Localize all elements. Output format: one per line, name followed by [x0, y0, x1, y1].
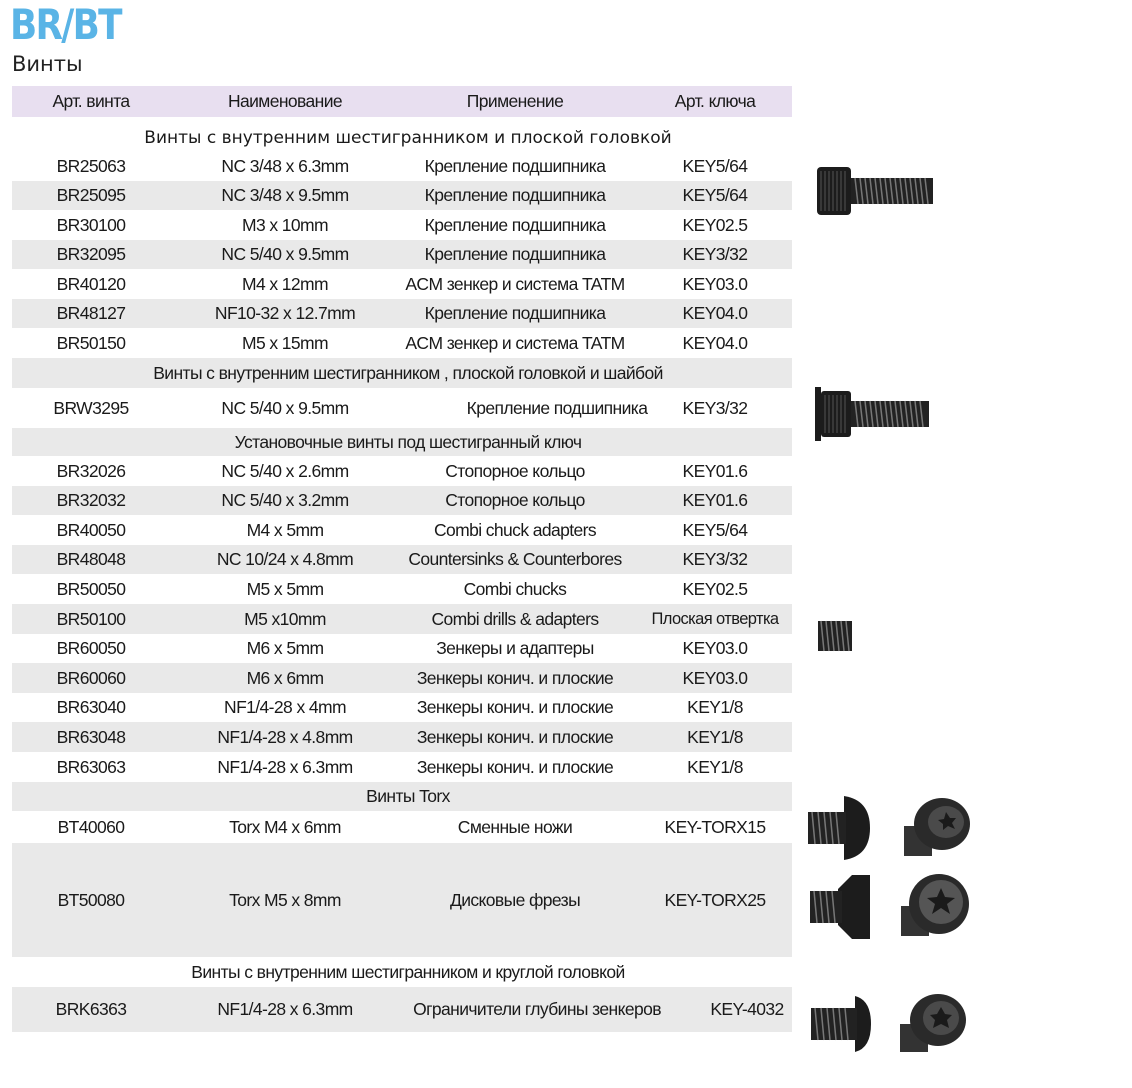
screw-article: BT50080 [57, 889, 125, 910]
torx-countersunk-screw-side-image [808, 873, 872, 941]
screw-name: NC 10/24 x 4.8mm [216, 549, 354, 569]
screw-application: Крепление подшипника [424, 214, 606, 235]
screw-article: BT40060 [57, 816, 125, 837]
screw-name: M4 x 12mm [241, 273, 328, 294]
key-article: KEY3/32 [682, 397, 748, 418]
screw-name: NF1/4-28 x 4mm [224, 697, 346, 717]
table-row [12, 604, 792, 634]
key-article: KEY01.6 [682, 460, 748, 481]
screw-name: NF1/4-28 x 4.8mm [217, 726, 353, 747]
section-title: Винты с внутренним шестигранником , плоской головкой и шайбой [153, 362, 663, 383]
screw-name: M4 x 5mm [246, 519, 324, 540]
cap-screw-image [815, 165, 935, 217]
section-header [12, 957, 792, 987]
screw-article: BR32032 [56, 490, 126, 510]
screw-article: BR63063 [56, 756, 126, 777]
screw-application: Крепление подшипника [424, 185, 606, 205]
screw-name: M5 x10mm [244, 608, 326, 629]
header-name: Наименование [227, 91, 343, 111]
screw-article: BR60050 [56, 638, 126, 658]
section-title: Установочные винты под шестигранный ключ [234, 431, 582, 452]
table-row [12, 456, 792, 486]
key-article: Плоская отвертка [651, 609, 779, 628]
screw-name: NF10-32 x 12.7mm [214, 303, 356, 323]
key-article: KEY03.0 [682, 638, 748, 658]
washer-screw-image [813, 385, 933, 443]
key-article: KEY5/64 [682, 519, 748, 540]
screw-name: NC 5/40 x 9.5mm [221, 397, 349, 418]
screw-article: BRW3295 [53, 397, 129, 418]
screw-name: NC 5/40 x 3.2mm [221, 490, 349, 510]
key-article: KEY1/8 [687, 756, 743, 777]
table-row [12, 843, 792, 957]
key-article: KEY04.0 [682, 303, 748, 323]
section-header [12, 358, 792, 388]
table-row [12, 987, 792, 1032]
screw-application: Стопорное кольцо [445, 460, 585, 481]
screw-application: Combi chucks [463, 578, 567, 599]
section-header [12, 782, 792, 811]
screw-name: NF1/4-28 x 6.3mm [217, 999, 353, 1019]
screw-article: BR30100 [56, 214, 126, 235]
round-head-screw-image [894, 990, 968, 1058]
key-article: KEY02.5 [682, 578, 748, 599]
header-application: Применение [466, 91, 564, 111]
table-row [12, 328, 792, 358]
section-title: Винты с внутренним шестигранником и круглой головкой [191, 961, 625, 982]
screw-article: BR50150 [56, 332, 126, 353]
key-article: KEY-TORX15 [664, 816, 766, 837]
screw-article: BR50100 [56, 608, 126, 629]
torx-countersunk-screw-image [895, 870, 971, 942]
key-article: KEY01.6 [682, 490, 748, 510]
screw-application: Крепление подшипника [466, 397, 648, 418]
screw-name: NC 5/40 x 2.6mm [221, 460, 349, 481]
screw-name: M5 x 5mm [246, 578, 324, 599]
table-row [12, 515, 792, 545]
torx-button-screw-image [898, 792, 972, 862]
screw-name: NF1/4-28 x 6.3mm [217, 756, 353, 777]
table-row [12, 181, 792, 210]
set-screw-image [817, 619, 853, 653]
table-row [12, 693, 792, 722]
torx-button-screw-side-image [806, 794, 872, 862]
round-head-screw-side-image [809, 994, 873, 1054]
screw-name: M5 x 15mm [241, 332, 328, 353]
key-article: KEY1/8 [687, 697, 743, 717]
screw-application: Сменные ножи [457, 816, 573, 837]
screw-application: Countersinks & Counterbores [408, 549, 622, 569]
section-title: Винты с внутренним шестигранником и плоской головкой [144, 128, 672, 148]
screw-application: Зенкеры и адаптеры [436, 638, 594, 658]
header-screw-article: Арт. винта [52, 91, 130, 111]
screw-article: BR50050 [56, 578, 126, 599]
key-article: KEY04.0 [682, 332, 748, 353]
page-subtitle: Винты [12, 52, 83, 76]
table-row [12, 152, 792, 181]
screw-article: BR48048 [56, 549, 126, 569]
screw-application: Крепление подшипника [424, 244, 606, 264]
screw-application: Зенкеры конич. и плоские [416, 697, 614, 717]
screw-application: Зенкеры конич. и плоские [416, 726, 614, 747]
table-row [12, 240, 792, 269]
screw-article: BR25063 [56, 156, 126, 176]
screw-application: Combi chuck adapters [433, 519, 597, 540]
screw-name: Torx M5 x 8mm [229, 889, 341, 910]
key-article: KEY-4032 [710, 999, 784, 1019]
table-row [12, 634, 792, 663]
section-title: Винты Torx [366, 786, 450, 806]
table-header [12, 86, 792, 117]
screw-application: Зенкеры конич. и плоские [416, 756, 614, 777]
screw-name: NC 3/48 x 6.3mm [221, 156, 349, 176]
table-row [12, 545, 792, 574]
key-article: KEY1/8 [687, 726, 743, 747]
screw-article: BR40120 [56, 273, 126, 294]
key-article: KEY5/64 [682, 185, 748, 205]
table-row [12, 388, 792, 428]
section-header [12, 124, 792, 152]
screw-application: Зенкеры конич. и плоские [416, 667, 614, 688]
table-row [12, 299, 792, 328]
table-row [12, 811, 792, 843]
key-article: KEY02.5 [682, 214, 748, 235]
screw-article: BR63040 [56, 697, 126, 717]
screw-name: NC 3/48 x 9.5mm [221, 185, 349, 205]
section-header [12, 428, 792, 456]
key-article: KEY03.0 [682, 273, 748, 294]
screw-application: Дисковые фрезы [449, 889, 581, 910]
screw-name: M3 x 10mm [241, 214, 328, 235]
screw-article: BR48127 [56, 303, 126, 323]
table-row [12, 752, 792, 782]
key-article: KEY03.0 [682, 667, 748, 688]
table-row [12, 722, 792, 752]
screw-application: Крепление подшипника [424, 303, 606, 323]
screw-article: BR63048 [56, 726, 126, 747]
screw-article: BR32026 [56, 460, 126, 481]
table-row [12, 663, 792, 693]
screw-name: Torx M4 x 6mm [229, 816, 341, 837]
screw-name: M6 x 6mm [246, 667, 324, 688]
screw-application: Combi drills & adapters [431, 608, 599, 629]
screw-article: BR40050 [56, 519, 126, 540]
screw-article: BR32095 [56, 244, 126, 264]
screw-application: ACM зенкер и система TATM [405, 332, 625, 353]
key-article: KEY3/32 [682, 244, 748, 264]
table-row [12, 486, 792, 515]
screw-application: Стопорное кольцо [445, 490, 585, 510]
screw-application: ACM зенкер и система TATM [405, 273, 625, 294]
key-article: KEY3/32 [682, 549, 748, 569]
screw-name: NC 5/40 x 9.5mm [221, 244, 349, 264]
key-article: KEY5/64 [682, 156, 748, 176]
table-row [12, 269, 792, 299]
table-row [12, 574, 792, 604]
screw-article: BR25095 [56, 185, 126, 205]
table-row [12, 210, 792, 240]
brand-logo: BR/BT [10, 0, 121, 49]
screw-article: BR60060 [56, 667, 126, 688]
screw-application: Ограничители глубины зенкеров [413, 999, 661, 1019]
screw-application: Крепление подшипника [424, 156, 606, 176]
header-key-article: Арт. ключа [674, 91, 756, 111]
screw-article: BRK6363 [55, 999, 127, 1019]
key-article: KEY-TORX25 [664, 889, 766, 910]
screw-name: M6 x 5mm [246, 638, 324, 658]
